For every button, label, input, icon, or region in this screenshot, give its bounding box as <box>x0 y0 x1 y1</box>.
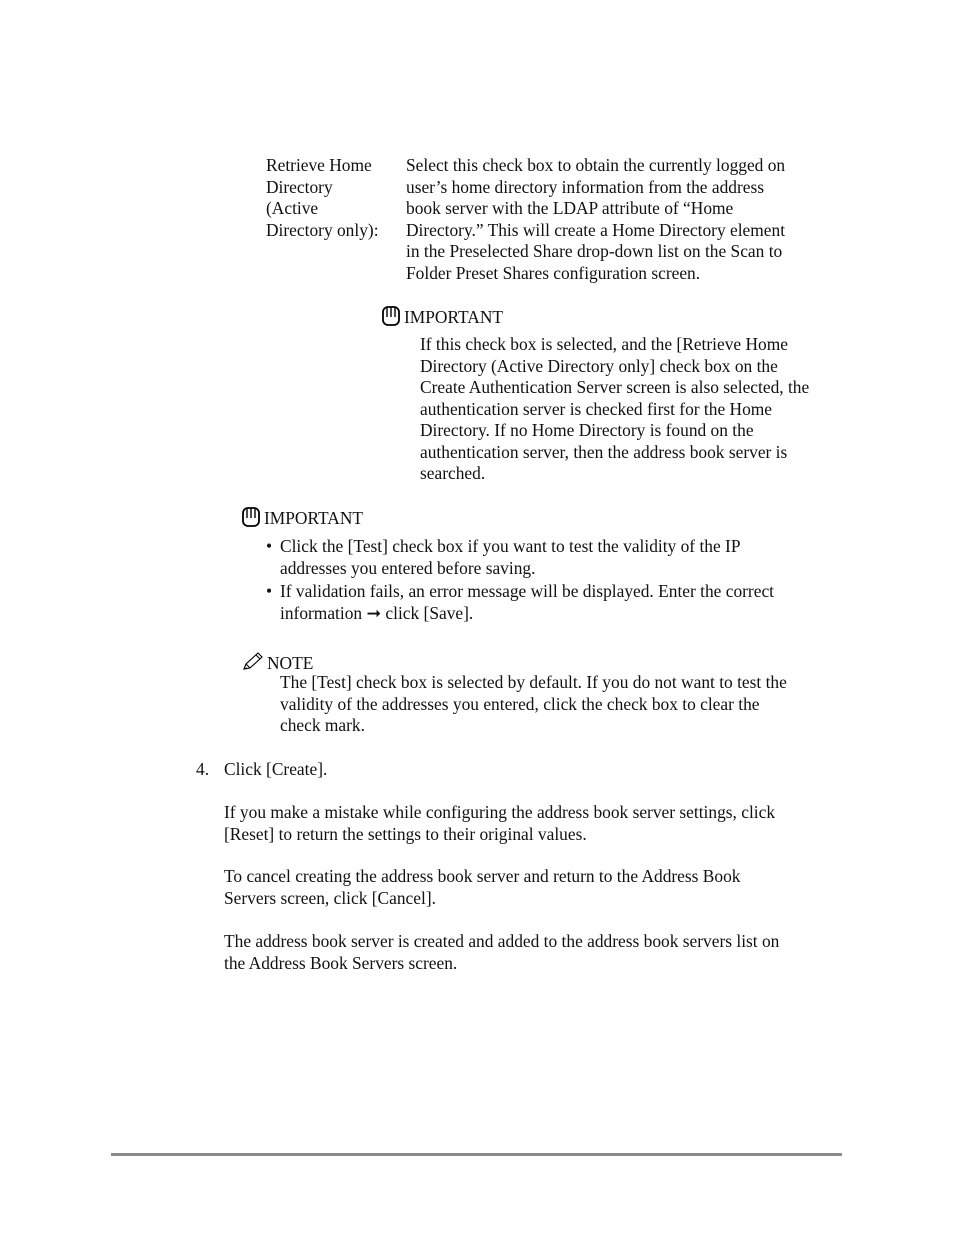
hand-stop-icon <box>381 305 401 327</box>
option-description <box>406 155 831 284</box>
paragraph <box>224 802 834 845</box>
bullet-line: If validation fails, an error message will be displayed. Enter the correct <box>280 581 774 601</box>
important-line: Directory (Active Directory only] check box on the <box>420 355 778 376</box>
paragraph <box>224 931 834 974</box>
important-label: IMPORTANT <box>404 307 504 327</box>
option-desc-line: in the Preselected Share drop-down list on the Scan to <box>406 241 783 261</box>
note-label: NOTE <box>267 653 314 673</box>
important-heading <box>241 506 363 530</box>
option-label <box>266 155 401 241</box>
note-line: validity of the addresses you entered, click the check box to clear the <box>280 693 760 714</box>
note-line: check mark. <box>280 715 365 735</box>
option-label-line: Directory only): <box>266 219 379 240</box>
bullet-text: information <box>280 602 363 623</box>
bullet-line <box>280 603 826 625</box>
paragraph-line: To cancel creating the address book server and return to the Address Book <box>224 866 741 886</box>
important-body <box>420 334 845 485</box>
step-text: Click [Create]. <box>224 759 328 779</box>
option-desc-line: Folder Preset Shares configuration screen. <box>406 262 701 283</box>
pencil-icon <box>241 651 265 671</box>
option-desc-line: Select this check box to obtain the currently logged on <box>406 155 786 175</box>
paragraph-line: If you make a mistake while configuring the address book server settings, click <box>224 802 776 822</box>
important-line: authentication server is checked first for the Home <box>420 398 773 419</box>
option-desc-line: user’s home directory information from the address <box>406 176 765 197</box>
bullet-item <box>266 581 826 624</box>
bullet-line: Click the [Test] check box if you want to test the validity of the IP <box>280 536 741 556</box>
important-line: If this check box is selected, and the [Retrieve Home <box>420 334 788 354</box>
note-line: The [Test] check box is selected by default. If you do not want to test the <box>280 672 787 692</box>
note-heading <box>241 651 313 675</box>
paragraph-line: The address book server is created and added to the address book servers list on <box>224 931 780 951</box>
option-desc-line: book server with the LDAP attribute of “Home <box>406 198 734 218</box>
important-line: Create Authentication Server screen is also selected, the <box>420 377 810 397</box>
important-label: IMPORTANT <box>264 508 364 528</box>
arrow-right-icon: ➞ <box>366 602 382 623</box>
important-heading <box>381 305 503 329</box>
step-item <box>196 759 327 781</box>
paragraph-line: Servers screen, click [Cancel]. <box>224 887 436 908</box>
important-bullet-list <box>266 536 826 626</box>
option-label-line: (Active <box>266 198 319 218</box>
important-line: Directory. If no Home Directory is found on the <box>420 420 754 440</box>
option-desc-line: Directory.” This will create a Home Directory element <box>406 219 786 240</box>
bullet-icon: • <box>266 581 273 601</box>
bullet-item <box>266 536 826 579</box>
bullet-icon: • <box>266 536 273 556</box>
step-number: 4. <box>196 759 210 779</box>
option-label-line: Directory <box>266 176 333 197</box>
bullet-line: addresses you entered before saving. <box>280 557 536 578</box>
footer-divider <box>111 1153 842 1156</box>
note-body <box>280 672 830 737</box>
paragraph <box>224 866 834 909</box>
paragraph-line: the Address Book Servers screen. <box>224 952 458 973</box>
important-line: authentication server, then the address book server is <box>420 441 788 462</box>
important-line: searched. <box>420 463 486 483</box>
option-label-line: Retrieve Home <box>266 155 372 175</box>
bullet-text: click [Save]. <box>381 602 474 623</box>
hand-stop-icon <box>241 506 261 528</box>
paragraph-line: [Reset] to return the settings to their original values. <box>224 823 587 844</box>
